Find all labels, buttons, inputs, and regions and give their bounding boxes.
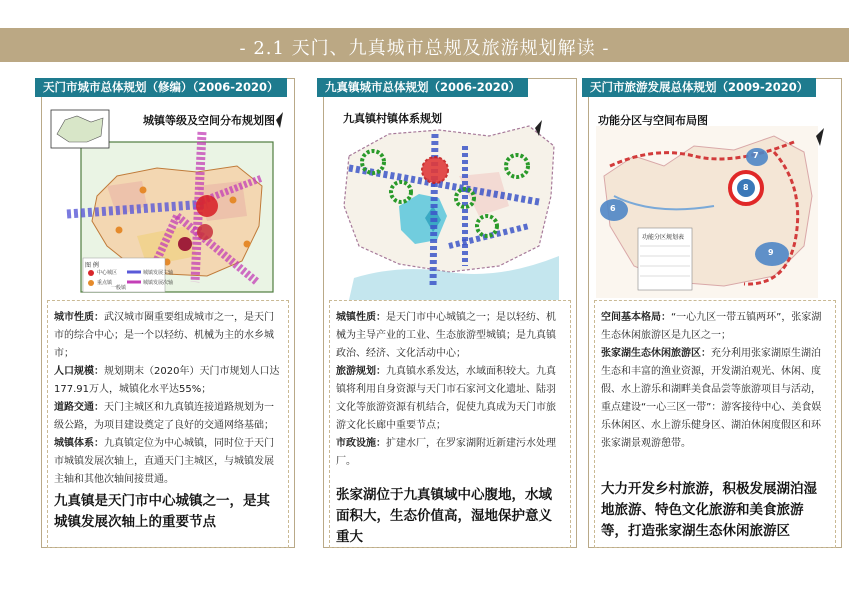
tourism-map-figure [594, 106, 836, 300]
field-label: 人口规模： [54, 366, 104, 377]
zone-label: 7 [753, 151, 759, 160]
field-label: 空间基本格局： [601, 312, 671, 323]
panel-town-plan [323, 78, 577, 548]
panel-city-plan [41, 78, 295, 548]
title-banner [0, 28, 849, 62]
field-text: 九真镇定位为中心城镇，同时位于天门市城镇发展次轴上，直通天门主城区，与城镇发展主轴和其他次轴间接贯通。 [54, 438, 274, 485]
field-text: 扩建水厂，在罗家湖附近新建污水处理厂。 [336, 438, 556, 467]
page-title: - 2.1 天门、九真城市总规及旅游规划解读 - [239, 38, 610, 59]
field-text: 规划期末（2020年）天门市规划人口达177.91万人，城镇化水平达55%； [54, 366, 280, 395]
map-title: 九真镇村镇体系规划 [343, 112, 442, 125]
legend-item: 中心城区 [97, 270, 118, 276]
zone-label: 9 [768, 248, 774, 257]
field-text: 九真镇水系发达，水域面积较大。九真镇将利用自身资源与天门市石家河文化遗址、陆羽文化等旅游资源有机结合，促使九真成为天门市旅游文化长廊中重要节点； [336, 366, 556, 431]
panel-header: 天门市城市总体规划（修编）（2006-2020） [35, 78, 287, 97]
legend-title: 图 例 [85, 262, 99, 269]
conclusion-text: 九真镇是天门市中心城镇之一，是其城镇发展次轴上的重要节点 [54, 493, 270, 530]
field-label: 张家湖生态休闲旅游区： [601, 348, 711, 359]
panel-header: 九真镇城市总体规划（2006-2020） [317, 78, 528, 97]
legend-title: 功能分区规划表 [642, 234, 685, 241]
field-text: 是天门市中心城镇之一；是以轻纺、机械为主导产业的工业、生态旅游型城镇；是九真镇政治、经济、文化活动中心； [336, 312, 556, 359]
conclusion-text: 张家湖位于九真镇域中心腹地，水域面积大，生态价值高，湿地保护意义重大 [336, 487, 552, 545]
legend-item: 重点镇 [97, 280, 113, 286]
field-label: 道路交通： [54, 402, 104, 413]
field-label: 城镇体系： [54, 438, 104, 449]
description-paragraph [336, 309, 562, 471]
field-text: “一心九区一带五镇两环”，张家湖生态休闲旅游区是九区之一； [601, 312, 822, 341]
field-label: 城市性质： [54, 312, 104, 323]
panel-header: 天门市旅游发展总体规划（2009-2020） [582, 78, 816, 97]
field-label: 城镇性质： [336, 312, 386, 323]
legend-item: 城镇发展次轴 [143, 280, 174, 286]
field-text: 武汉城市圈重要组成城市之一，是天门市的综合中心；是一个以轻纺、机械为主的水乡城市； [54, 312, 274, 359]
panel-tourism-plan [588, 78, 842, 548]
conclusion-text: 大力开发乡村旅游，积极发展湖泊湿地旅游、特色文化旅游和美食旅游等，打造张家湖生态休闲旅游区 [601, 481, 817, 539]
text-box [329, 300, 571, 548]
text-box [47, 300, 289, 548]
text-box [594, 300, 836, 548]
zone-label: 8 [743, 183, 749, 192]
town-map-illustration [329, 106, 571, 300]
field-text: 天门主城区和九真镇连接道路规划为一级公路，为项目建设奠定了良好的交通网络基础； [54, 402, 274, 431]
town-map-figure [329, 106, 571, 300]
map-title: 功能分区与空间布局图 [598, 114, 708, 127]
description-paragraph [601, 309, 827, 453]
description-paragraph [54, 309, 280, 489]
map-title: 城镇等级及空间分布规划图 [143, 114, 275, 127]
tourism-map-illustration [594, 106, 836, 300]
field-text: 充分利用张家湖原生湖泊生态和丰富的渔业资源，开发湖泊观光、休闲、度假、水上游乐和湖畔美食品尝等旅游项目与活动，重点建设“一心三区一带”：游客接待中心、美食娱乐休闲区、水上游乐健身区、湖泊休闲度假区和环张家湖景观游憩带。 [601, 348, 822, 449]
city-map-figure [47, 106, 289, 300]
legend-item: 城镇发展主轴 [143, 270, 174, 276]
field-label: 旅游规划： [336, 366, 386, 377]
field-label: 市政设施： [336, 438, 386, 449]
zone-label: 6 [610, 204, 616, 213]
legend-item: 一般镇 [111, 285, 127, 291]
